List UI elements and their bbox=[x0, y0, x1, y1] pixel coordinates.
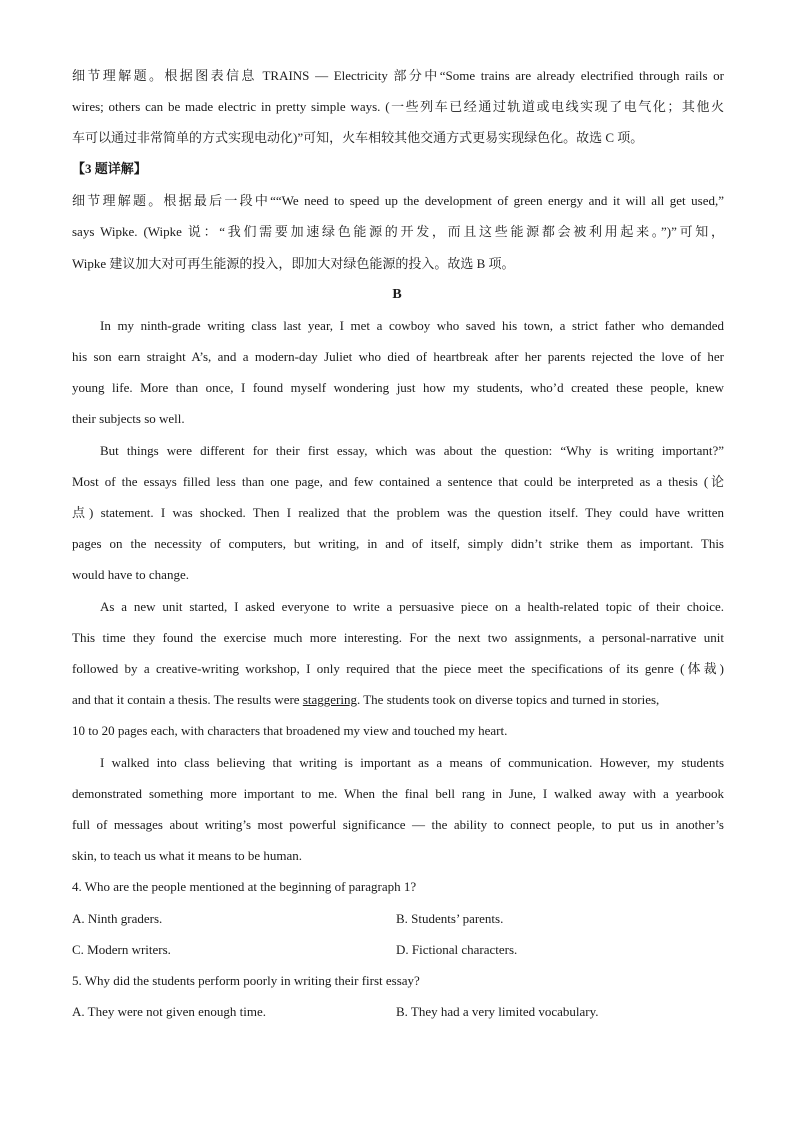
passage-p4-line-1: I walked into class believing that writing is important as a means of communication. However, my students bbox=[100, 755, 724, 770]
q5-option-a: A. They were not given enough time. bbox=[72, 1004, 266, 1019]
passage-p4-line-2: demonstrated something more important to me. When the final bell rang in June, I walked away with a yearbook bbox=[72, 786, 724, 801]
passage-p1-line-3: young life. More than once, I found myself wondering just how my students, who’d created these people, knew bbox=[72, 380, 724, 395]
q3-explanation-header: 【3 题详解】 bbox=[72, 161, 147, 176]
explanation-3-line-1: 细节理解题。根据最后一段中““We need to speed up the development of green energy and it will all get used,” bbox=[72, 193, 724, 208]
passage-p4-line-4: skin, to teach us what it means to be human. bbox=[72, 848, 302, 863]
explanation-2-line-1: 细节理解题。根据图表信息 TRAINS — Electricity 部分中“Some trains are already electrified through rails or bbox=[72, 68, 724, 83]
q5-option-b: B. They had a very limited vocabulary. bbox=[396, 1004, 599, 1019]
passage-p3-line-2: This time they found the exercise much more interesting. For the next two assignments, a personal-narrative unit bbox=[72, 630, 724, 645]
underlined-word-staggering: staggering bbox=[302, 692, 357, 707]
passage-p2-line-2: Most of the essays filled less than one page, and few contained a sentence that could be interpreted as a thesis (论 bbox=[72, 474, 724, 489]
explanation-2-line-3: 车可以通过非常简单的方式实现电动化)”可知，火车相较其他交通方式更易实现绿色化。故选 C 项。 bbox=[72, 130, 644, 145]
passage-p3-line-1: As a new unit started, I asked everyone to write a persuasive piece on a health-related topic of their choice. bbox=[100, 599, 724, 614]
q4-option-d: D. Fictional characters. bbox=[396, 942, 518, 957]
explanation-3-line-3: Wipke 建议加大对可再生能源的投入，即加大对绿色能源的投入。故选 B 项。 bbox=[72, 256, 515, 271]
passage-p3-line-5: 10 to 20 pages each, with characters that broadened my view and touched my heart. bbox=[72, 723, 508, 738]
q4-option-b: B. Students’ parents. bbox=[396, 911, 504, 926]
passage-p3-line-3: followed by a creative-writing workshop, I only required that the piece meet the specifications of its genre (体裁) bbox=[72, 661, 724, 676]
passage-p2-line-1: But things were different for their first essay, which was about the question: “Why is writing important?” bbox=[100, 443, 724, 458]
passage-p1-line-2: his son earn straight A’s, and a modern-day Juliet who died of heartbreak after her parents rejected the love of her bbox=[72, 349, 724, 364]
q4-option-c: C. Modern writers. bbox=[72, 942, 171, 957]
passage-p2-line-5: would have to change. bbox=[72, 567, 189, 582]
q4-stem: 4. Who are the people mentioned at the beginning of paragraph 1? bbox=[72, 879, 417, 894]
p3-line4-after: . The students took on diverse topics and turned in stories, bbox=[356, 692, 660, 707]
q5-stem: 5. Why did the students perform poorly in writing their first essay? bbox=[72, 973, 420, 988]
explanation-2-line-2: wires; others can be made electric in pretty simple ways. (一些列车已经通过轨道或电线实现了电气化；其他火 bbox=[72, 99, 724, 114]
passage-p2-line-4: pages on the necessity of computers, but writing, in and of itself, simply didn’t strike them as important. This bbox=[72, 536, 724, 551]
passage-p3-line-4 bbox=[72, 690, 724, 710]
passage-p4-line-3: full of messages about writing’s most powerful significance — the ability to connect people, to put us in another’s bbox=[72, 817, 724, 832]
passage-p1-line-1: In my ninth-grade writing class last year, I met a cowboy who saved his town, a strict father who demanded bbox=[100, 318, 724, 333]
passage-p2-line-3: 点) statement. I was shocked. Then I realized that the problem was the question itself. They could have written bbox=[72, 505, 724, 520]
passage-p1-line-4: their subjects so well. bbox=[72, 411, 185, 426]
q4-option-a: A. Ninth graders. bbox=[72, 911, 163, 926]
p3-line4-before: and that it contain a thesis. The results were bbox=[72, 692, 303, 707]
section-b-heading: B bbox=[392, 287, 402, 302]
explanation-3-line-2: says Wipke. (Wipke 说：“我们需要加速绿色能源的开发，而且这些能源都会被利用起来。”)”可知， bbox=[72, 224, 724, 239]
